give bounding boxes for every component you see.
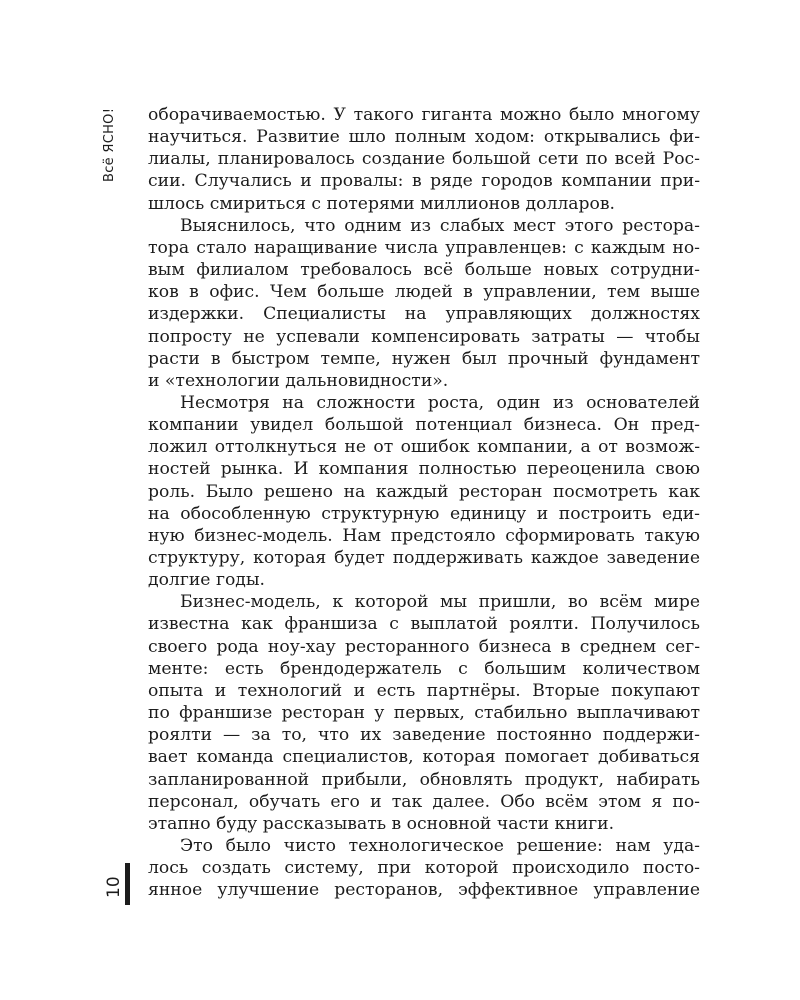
text-line: компании увидел большой потенциал бизнеса. Он пред- <box>148 415 700 436</box>
text-line: персонал, обучать его и так далее. Обо всём этом я по- <box>148 791 700 812</box>
text-line: янное улучшение ресторанов, эффективное управление <box>148 880 700 901</box>
text-line: тора стало наращивание числа управленцев: с каждым но- <box>148 237 700 258</box>
text-line: издержки. Специалисты на управляющих должностях <box>148 304 700 325</box>
page-number-bar <box>125 863 130 905</box>
text-line: роль. Было решено на каждый ресторан посмотреть как <box>148 481 700 502</box>
text-line: менте: есть брендодержатель с большим количеством <box>148 658 700 679</box>
text-line: долгие годы. <box>148 570 266 591</box>
text-line: сии. Случались и провалы: в ряде городов компании при- <box>148 171 700 192</box>
text-line: роялти — за то, что их заведение постоянно поддержи- <box>148 725 700 746</box>
text-line: попросту не успевали компенсировать затраты — чтобы <box>148 326 700 347</box>
text-line: лиалы, планировалось создание большой сети по всей Рос- <box>148 149 700 170</box>
text-line: структуру, которая будет поддерживать каждое заведение <box>148 548 700 568</box>
text-line: своего рода ноу-хау ресторанного бизнеса в среднем сег- <box>148 636 700 657</box>
text-line: на обособленную структурную единицу и построить еди- <box>148 503 700 524</box>
text-line: вым филиалом требовалось всё больше новых сотрудни- <box>148 260 700 281</box>
text-line: лось создать систему, при которой происходило посто- <box>148 858 700 879</box>
text-line: Бизнес-модель, к которой мы пришли, во всём мире <box>180 592 700 613</box>
text-line: этапно буду рассказывать в основной части книги. <box>148 813 615 834</box>
text-line: ков в офис. Чем больше людей в управлении, тем выше <box>148 282 700 303</box>
text-line: Несмотря на сложности роста, один из основателей <box>180 392 700 413</box>
text-line: Это было чисто технологическое решение: нам уда- <box>180 835 700 856</box>
text-line: ностей рынка. И компания полностью переоценила свою <box>148 459 700 480</box>
text-line: научиться. Развитие шло полным ходом: открывались фи- <box>148 127 700 148</box>
text-line: и «технологии дальновидности». <box>148 370 449 391</box>
text-line: ложил оттолкнуться не от ошибок компании, а от возмож- <box>148 437 700 458</box>
text-line: опыта и технологий и есть партнёры. Вторые покупают <box>148 680 700 701</box>
text-line: по франшизе ресторан у первых, стабильно выплачивают <box>148 703 700 724</box>
text-line: Выяснилось, что одним из слабых мест этого рестора- <box>180 215 700 236</box>
text-line: оборачиваемостью. У такого гиганта можно было многому <box>148 105 700 125</box>
text-line: расти в быстром темпе, нужен был прочный фундамент <box>148 348 700 369</box>
running-head: Всё ЯСНО! <box>102 107 117 182</box>
text-line: шлось смириться с потерями миллионов долларов. <box>148 193 616 214</box>
text-line: известна как франшиза с выплатой роялти. Получилось <box>148 614 700 635</box>
text-line: запланированной прибыли, обновлять продукт, набирать <box>148 769 700 790</box>
text-line: вает команда специалистов, которая помогает добиваться <box>148 747 700 768</box>
page-number: 10 <box>104 876 124 898</box>
text-line: ную бизнес-модель. Нам предстояло сформировать такую <box>148 525 700 546</box>
